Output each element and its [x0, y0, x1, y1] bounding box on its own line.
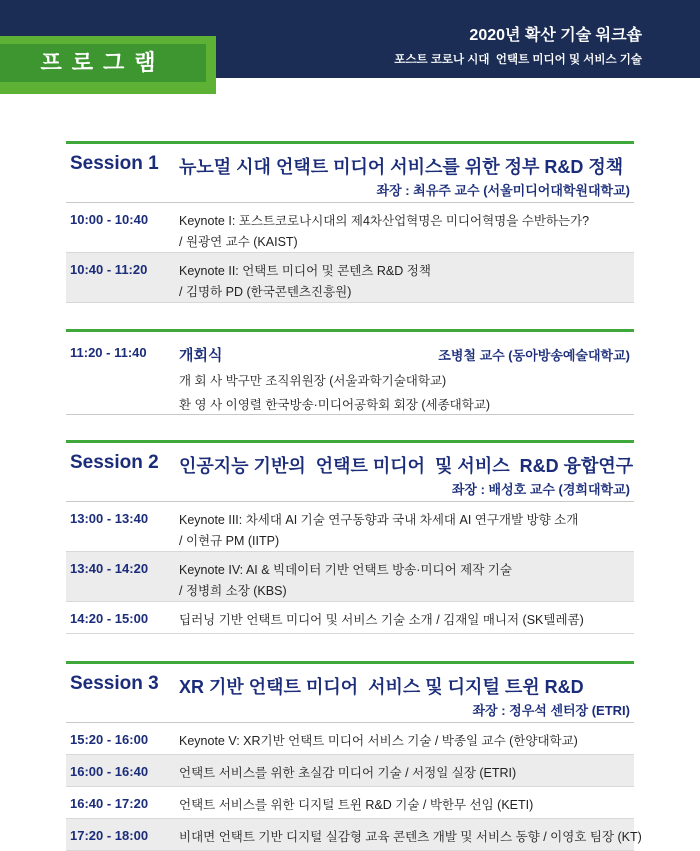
talk-description: Keynote IV: AI & 빅데이터 기반 언택트 방송·미디어 제작 기술 / 정병희 소장 (KBS): [179, 563, 512, 598]
session-chair: 좌장 : 정우석 센터장 (ETRI): [472, 703, 630, 718]
program-row: [66, 253, 634, 303]
talk-description: Keynote V: XR기반 언택트 미디어 서비스 기술 / 박종일 교수 (한양대학교): [179, 734, 578, 748]
session-header: [66, 443, 634, 502]
talk-description: 언택트 서비스를 위한 디지털 트윈 R&D 기술 / 박한무 선임 (KETI): [179, 798, 534, 812]
program-row: [66, 552, 634, 602]
time-slot: 13:00 - 13:40: [70, 511, 149, 526]
talk-description: 비대면 언택트 기반 디지털 실감형 교육 콘텐츠 개발 및 서비스 동향 / 이영호 팀장 (KT): [179, 830, 642, 844]
opening-address: 개 회 사 박구만 조직위원장 (서울과학기술대학교): [179, 374, 447, 388]
time-slot: 17:20 - 18:00: [70, 828, 149, 843]
talk-description: Keynote II: 언택트 미디어 및 콘텐츠 R&D 정책 / 김명하 PD (한국콘텐츠진흥원): [179, 264, 431, 299]
talk-description: Keynote I: 포스트코로나시대의 제4차산업혁명은 미디어혁명을 수반하는가? / 원광연 교수 (KAIST): [179, 214, 590, 249]
session-number: Session 3: [70, 673, 159, 694]
session-chair: 좌장 : 최유주 교수 (서울미디어대학원대학교): [376, 183, 630, 198]
session-number: Session 2: [70, 452, 159, 473]
section-label: 프로그램: [40, 50, 166, 75]
session-1: [66, 141, 634, 303]
opening-title: 개회식: [179, 347, 223, 364]
session-number: Session 1: [70, 153, 159, 174]
session-title: 뉴노멀 시대 언택트 미디어 서비스를 위한 정부 R&D 정책: [179, 157, 624, 177]
event-title: 2020년 확산 기술 워크숍: [469, 27, 642, 44]
session-chair: 좌장 : 배성호 교수 (경희대학교): [451, 482, 630, 497]
program-row: [66, 203, 634, 253]
opening-host: 조병철 교수 (동아방송예술대학교): [438, 348, 630, 363]
time-slot: 10:40 - 11:20: [70, 262, 148, 277]
program-row: [66, 787, 634, 819]
talk-description: 언택트 서비스를 위한 초실감 미디어 기술 / 서정일 실장 (ETRI): [179, 766, 517, 780]
event-subtitle: 포스트 코로나 시대 언택트 미디어 및 서비스 기술: [394, 54, 642, 66]
session-2: [66, 440, 634, 634]
opening-row: [66, 332, 634, 415]
session-title: XR 기반 언택트 미디어 서비스 및 디지털 트윈 R&D: [179, 677, 584, 697]
time-slot: 15:20 - 16:00: [70, 732, 149, 747]
opening-ceremony: [66, 329, 634, 415]
session-header: [66, 664, 634, 723]
program-row: [66, 602, 634, 634]
time-slot: 14:20 - 15:00: [70, 611, 149, 626]
time-slot: 13:40 - 14:20: [70, 561, 149, 576]
program-row: [66, 755, 634, 787]
program-row: [66, 723, 634, 755]
time-slot: 10:00 - 10:40: [70, 212, 149, 227]
welcome-address: 환 영 사 이영렬 한국방송·미디어공학회 회장 (세종대학교): [179, 398, 491, 412]
session-3: [66, 661, 642, 851]
session-title: 인공지능 기반의 언택트 미디어 및 서비스 R&D 융합연구: [179, 456, 634, 476]
talk-description: Keynote III: 차세대 AI 기술 연구동향과 국내 차세대 AI 연구개발 방향 소개 / 이현규 PM (IITP): [179, 513, 579, 548]
talk-description: 딥러닝 기반 언택트 미디어 및 서비스 기술 소개 / 김재일 매니저 (SK텔레콤): [179, 613, 584, 627]
program-row: [66, 819, 642, 851]
time-slot: 11:20 - 11:40: [70, 345, 147, 360]
program-row: [66, 502, 634, 552]
time-slot: 16:00 - 16:40: [70, 764, 149, 779]
session-header: [66, 144, 634, 203]
time-slot: 16:40 - 17:20: [70, 796, 149, 811]
